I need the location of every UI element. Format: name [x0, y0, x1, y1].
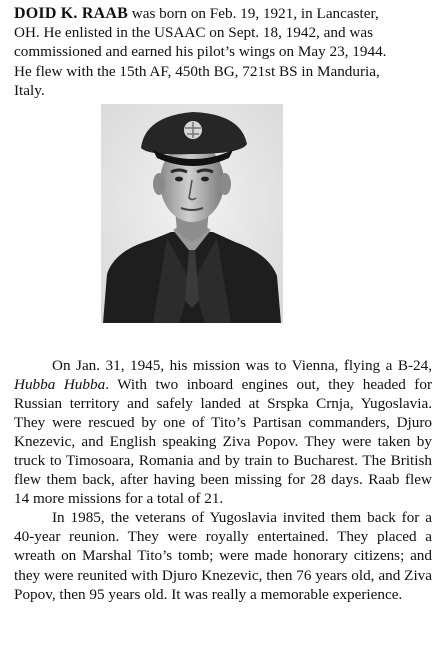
person-name: DOID K. RAAB: [14, 5, 128, 22]
story-p1-text-a: On Jan. 31, 1945, his mission was to Vienna, flying a B-24,: [52, 357, 432, 374]
bio-line-4: He flew with the 15th AF, 450th BG, 721st BS in Manduria,: [14, 62, 380, 80]
bio-line-2: OH. He enlisted in the USAAC on Sept. 18, 1942, and was: [14, 24, 373, 42]
aircraft-name: Hubba Hubba: [14, 376, 106, 394]
bio-line-3: commissioned and earned his pilot’s wings on May 23, 1944.: [14, 43, 387, 61]
bio-line-1: was born on Feb. 19, 1921, in Lancaster,: [131, 5, 379, 22]
story-paragraph-1: [14, 356, 432, 508]
story-text: [14, 356, 432, 604]
story-paragraph-2: In 1985, the veterans of Yugoslavia invited them back for a 40-year reunion. They were royally entertained. They placed a wreath on Marshal Tito’s tomb; were made honorary citizens; and they were reunited with Djuro Knezevic, then 76 years old, and Ziva Popov, then 95 years old. It was really a memorable experience.: [14, 509, 432, 603]
portrait-photo: [101, 104, 283, 323]
story-p1-text-b: . With two inboard engines out, they headed for Russian territory and safely landed at Srspka Crnja, Yugoslavia. They were rescued by one of Tito’s Partisan commanders, Djuro Knezevic, and English speaking Ziva Popov. They were taken by truck to Timosoara, Romania and by train to Bucharest. The British flew them back, after having been missing for 28 days. Raab flew 14 more missions for a total of 21.: [14, 376, 433, 508]
bio-intro: [14, 4, 432, 100]
bio-line-5: Italy.: [14, 81, 45, 99]
